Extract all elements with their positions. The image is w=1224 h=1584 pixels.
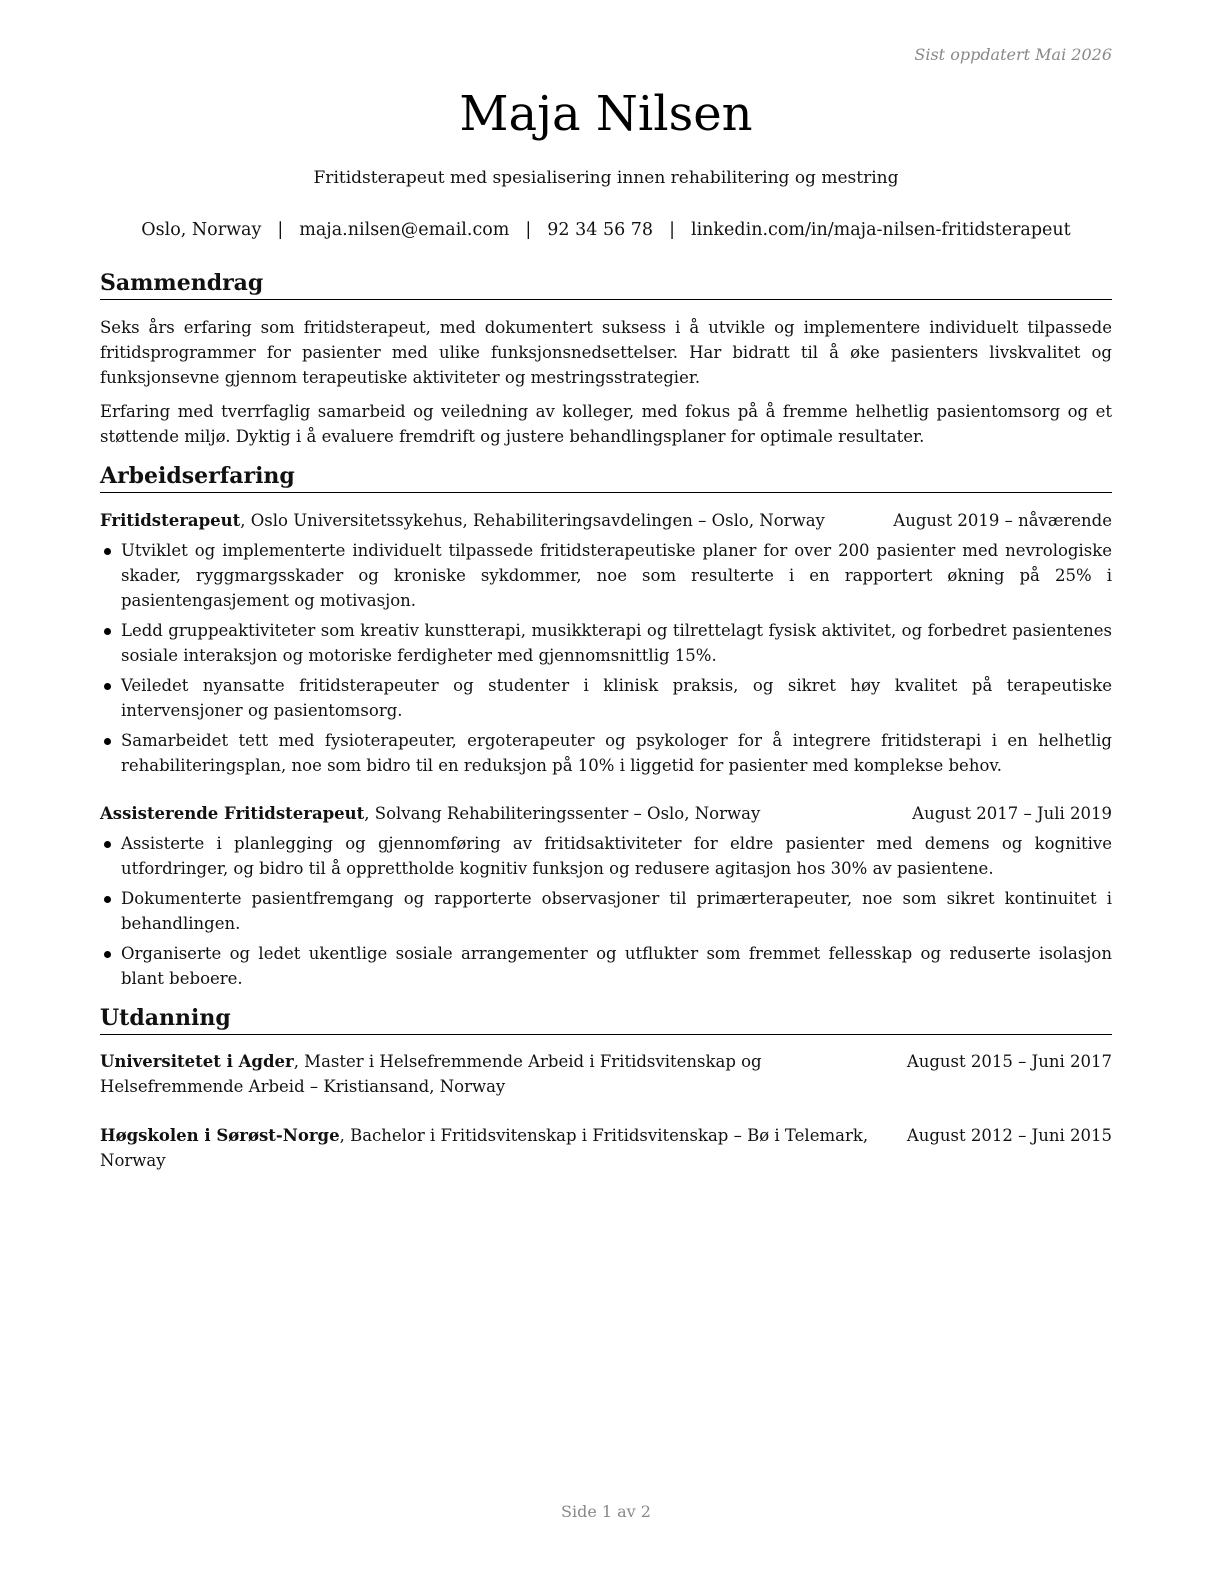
education-line bbox=[100, 1049, 889, 1099]
job-role: Fritidsterapeut bbox=[100, 511, 241, 530]
section-title-experience: Arbeidserfaring bbox=[100, 463, 1112, 493]
contact-linkedin[interactable]: linkedin.com/in/maja-nilsen-fritidsterapeut bbox=[690, 220, 1071, 240]
job-dates: August 2017 – Juli 2019 bbox=[912, 804, 1112, 823]
job-bullets bbox=[100, 831, 1112, 996]
candidate-name: Maja Nilsen bbox=[459, 86, 753, 142]
job-bullet: Samarbeidet tett med fysioterapeuter, ergoterapeuter og psykologer for å integrere fritidsterapi i en helhetlig rehabiliteringsplan, noe som bidro til en reduksjon på 10% i liggetid for pasienter med komplekse behov. bbox=[100, 728, 1112, 778]
contact-separator: | bbox=[277, 220, 284, 240]
education-detail: , Master i Helsefremmende Arbeid i Fritidsvitenskap og Helsefremmende Arbeid – Kristiansand, Norway bbox=[100, 1052, 762, 1096]
job-header bbox=[100, 801, 1112, 826]
summary-paragraph: Seks års erfaring som fritidsterapeut, med dokumentert suksess i å utvikle og implementere individuelt tilpassede fritidsprogrammer for pasienter med ulike funksjonsnedsettelser. Har bidratt til å øke pasienters livskvalitet og funksjonsevne gjennom terapeutiske aktiviteter og mestringsstrategier. bbox=[100, 318, 1112, 387]
contact-separator: | bbox=[669, 220, 675, 240]
education-entry bbox=[100, 1123, 1112, 1173]
contact-email[interactable]: maja.nilsen@email.com bbox=[299, 220, 510, 240]
job-title-line bbox=[100, 508, 875, 533]
summary-paragraph: Erfaring med tverrfaglig samarbeid og veiledning av kolleger, med fokus på å fremme helhetlig pasientomsorg og et støttende miljø. Dyktig i å evaluere fremdrift og justere behandlingsplaner for optimale resultater. bbox=[100, 402, 1112, 446]
job-bullet: Assisterte i planlegging og gjennomføring av fritidsaktiviteter for eldre pasienter med demens og kognitive utfordringer, og bidro til å opprettholde kognitiv funksjon og redusere agitasjon hos 30% av pasientene. bbox=[100, 831, 1112, 881]
job-org: , Oslo Universitetssykehus, Rehabiliteringsavdelingen – Oslo, Norway bbox=[240, 511, 825, 530]
education-detail: , Bachelor i Fritidsvitenskap i Fritidsvitenskap – Bø i Telemark, Norway bbox=[100, 1126, 869, 1170]
page-number: Side 1 av 2 bbox=[561, 1502, 651, 1521]
job-title-line bbox=[100, 801, 894, 826]
education-entry bbox=[100, 1049, 1112, 1099]
education-school: Høgskolen i Sørøst-Norge bbox=[100, 1126, 340, 1145]
headline: Fritidsterapeut med spesialisering innen rehabilitering og mestring bbox=[313, 168, 899, 188]
job-header bbox=[100, 508, 1112, 533]
contact-phone: 92 34 56 78 bbox=[547, 220, 654, 240]
contact-line bbox=[40, 219, 1172, 242]
education-dates: August 2015 – Juni 2017 bbox=[906, 1052, 1112, 1071]
job-bullet: Utviklet og implementerte individuelt tilpassede fritidsterapeutiske planer for over 200 pasienter med nevrologiske skader, ryggmargsskader og kroniske sykdommer, noe som resulterte i en rapportert økning på 25% i pasientengasjement og motivasjon. bbox=[100, 538, 1112, 613]
education-school: Universitetet i Agder bbox=[100, 1052, 294, 1071]
resume-page bbox=[100, 0, 1112, 1584]
job-bullet: Veiledet nyansatte fritidsterapeuter og studenter i klinisk praksis, og sikret høy kvalitet på terapeutiske intervensjoner og pasientomsorg. bbox=[100, 673, 1112, 723]
job-dates: August 2019 – nåværende bbox=[893, 511, 1112, 530]
contact-separator: | bbox=[525, 220, 532, 240]
job-org: , Solvang Rehabiliteringssenter – Oslo, Norway bbox=[364, 804, 761, 823]
education-line bbox=[100, 1123, 889, 1173]
job-role: Assisterende Fritidsterapeut bbox=[100, 804, 365, 823]
job-bullet: Dokumenterte pasientfremgang og rapporterte observasjoner til primærterapeuter, noe som sikret kontinuitet i behandlingen. bbox=[100, 886, 1112, 936]
job-bullet: Ledd gruppeaktiviteter som kreativ kunstterapi, musikkterapi og tilrettelagt fysisk aktivitet, og forbedret pasientenes sosiale interaksjon og motoriske ferdigheter med gjennomsnittlig 15%. bbox=[100, 618, 1112, 668]
contact-location: Oslo, Norway bbox=[141, 220, 262, 240]
job-bullet: Organiserte og ledet ukentlige sosiale arrangementer og utflukter som fremmet fellesskap og reduserte isolasjon blant beboere. bbox=[100, 941, 1112, 991]
section-title-education: Utdanning bbox=[100, 1005, 1112, 1035]
section-title-summary: Sammendrag bbox=[100, 270, 1112, 300]
last-updated: Sist oppdatert Mai 2026 bbox=[914, 45, 1112, 64]
job-bullets bbox=[100, 538, 1112, 783]
education-dates: August 2012 – Juni 2015 bbox=[906, 1126, 1112, 1145]
